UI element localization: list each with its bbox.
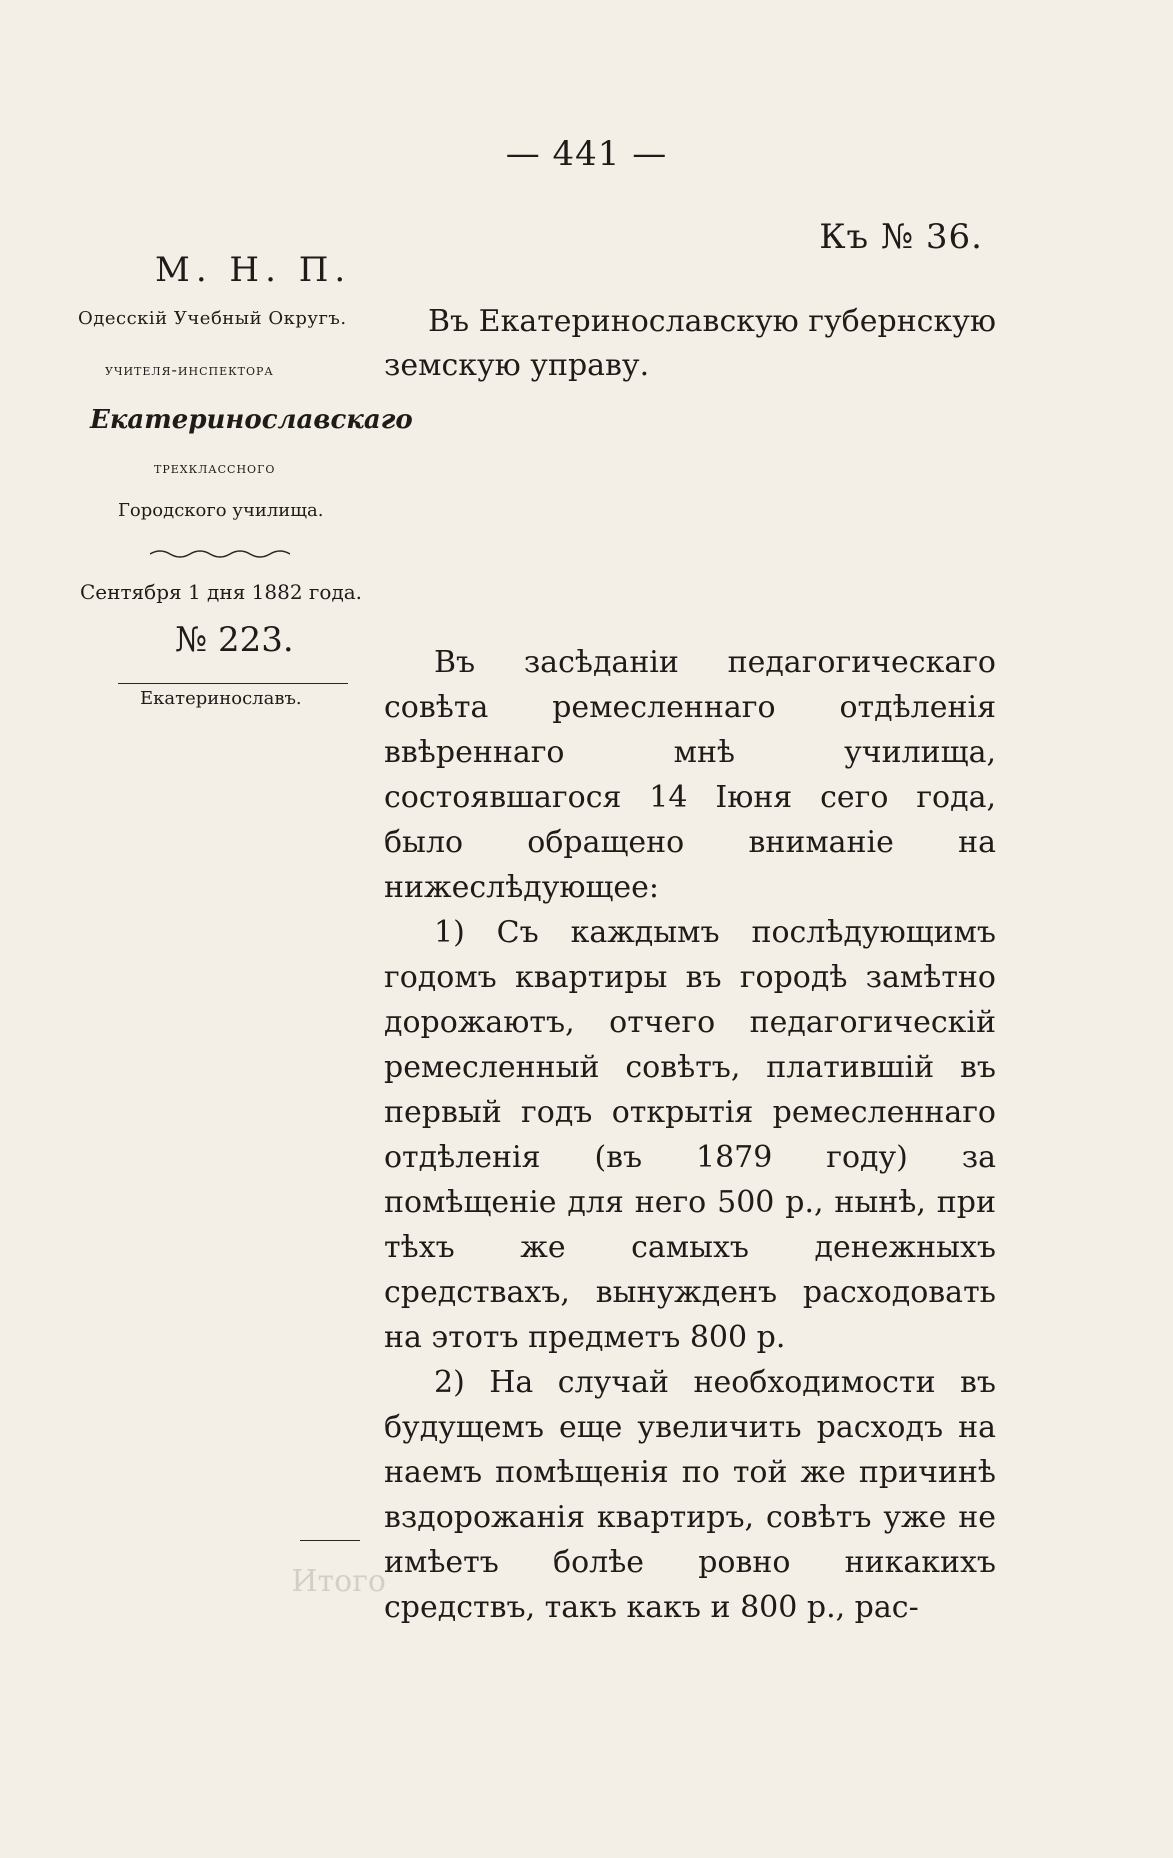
city-name-gothic: Екатеринославскаго <box>90 405 413 435</box>
paragraph-2: 2) На случай необходимости въ будущемъ еще увеличить расходъ на наемъ помѣщенія по той же причинѣ вздорожанія квартиръ, совѣтъ уже не имѣетъ болѣе ровно никакихъ средствъ, такъ какъ и 800 р., рас- <box>384 1365 996 1625</box>
district-name: Одесскій Учебный Округъ. <box>78 308 347 329</box>
inspector-title: учителя-инспектора <box>105 360 274 379</box>
show-through-sum-line <box>300 1540 360 1541</box>
letter-body <box>384 640 996 1630</box>
school-type: трехклассного <box>154 458 276 477</box>
divider-line <box>118 683 348 684</box>
paragraph-intro: Въ засѣданіи педагогическаго совѣта ремесленнаго отдѣленія ввѣреннаго мнѣ училища, состоявшагося 14 Іюня сего года, было обращено вниманіе на нижеслѣдующее: <box>384 645 996 905</box>
wavy-divider <box>150 548 290 560</box>
addressee-block <box>384 300 996 388</box>
addressee-line-2: земскую управу. <box>384 348 650 383</box>
show-through-itogo: Итого <box>291 1564 386 1599</box>
show-through-table <box>90 1410 386 1630</box>
paragraph-1: 1) Съ каждымъ послѣдующимъ годомъ квартиры въ городѣ замѣтно дорожаютъ, отчего педагогическій ремесленный совѣтъ, платившій въ первый годъ открытія ремесленнаго отдѣленія (въ 1879 году) за помѣщеніе для него 500 р., нынѣ, при тѣхъ же самыхъ денежныхъ средствахъ, вынужденъ расходовать на этотъ предметъ 800 р. <box>384 915 996 1355</box>
letter-date: Сентября 1 дня 1882 года. <box>80 580 363 604</box>
reference-number: Къ № 36. <box>819 217 983 257</box>
school-name: Городского училища. <box>118 500 324 521</box>
page-number: — 441 — <box>505 134 668 174</box>
registration-number: № 223. <box>175 620 294 660</box>
place-name: Екатеринославъ. <box>140 688 302 709</box>
ministry-header: М. Н. П. <box>155 250 352 290</box>
addressee-line-1: Въ Екатеринославскую губернскую <box>428 304 997 339</box>
